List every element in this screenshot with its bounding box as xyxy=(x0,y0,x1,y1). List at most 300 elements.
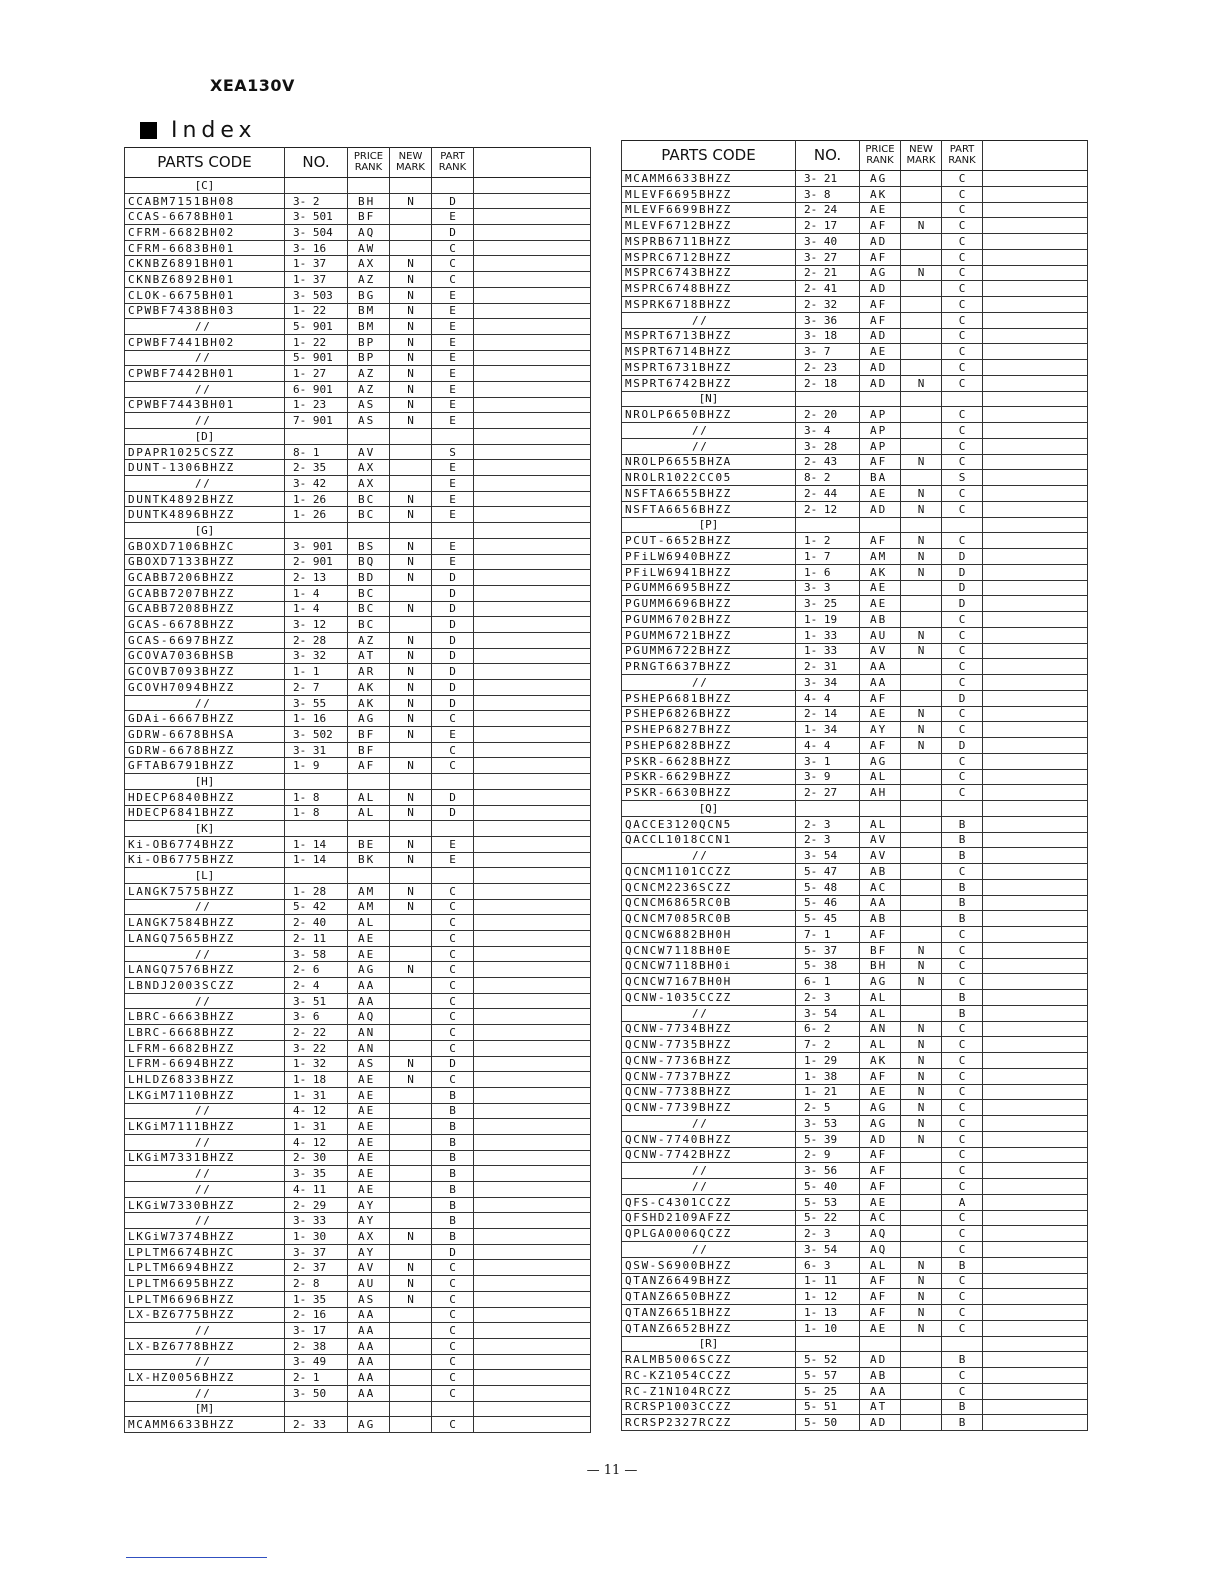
item-no: 3- 36 xyxy=(796,312,860,328)
item-no: 3- 28 xyxy=(796,438,860,454)
new-mark: N xyxy=(390,1291,432,1307)
part-rank: D xyxy=(432,632,474,648)
parts-code: DUNT-1306BHZZ xyxy=(125,460,285,476)
part-rank: C xyxy=(942,1068,983,1084)
blank-cell xyxy=(983,470,1088,486)
table-row xyxy=(622,958,1088,974)
section-title: Index xyxy=(171,118,257,143)
table-row xyxy=(125,680,591,696)
part-rank: B xyxy=(942,879,983,895)
item-no: 7- 901 xyxy=(285,413,348,429)
item-no: 3- 9 xyxy=(796,769,860,785)
item-no: 2- 38 xyxy=(285,1338,348,1354)
price-rank xyxy=(348,868,390,884)
price-rank: AA xyxy=(348,1323,390,1339)
blank-cell xyxy=(983,911,1088,927)
table-row xyxy=(622,249,1088,265)
price-rank: AV xyxy=(860,848,901,864)
parts-code: QCNCW6882BH0H xyxy=(622,927,796,943)
price-rank: AF xyxy=(860,1068,901,1084)
price-rank: AA xyxy=(348,1307,390,1323)
item-no: 3- 503 xyxy=(285,287,348,303)
header-no: NO. xyxy=(796,141,860,171)
price-rank: AB xyxy=(860,911,901,927)
new-mark: N xyxy=(390,256,432,272)
parts-code: RC-Z1N104RCZZ xyxy=(622,1383,796,1399)
table-row xyxy=(622,706,1088,722)
part-rank: C xyxy=(942,1210,983,1226)
new-mark xyxy=(901,895,942,911)
table-row xyxy=(622,486,1088,502)
parts-code: LX-BZ6775BHZZ xyxy=(125,1307,285,1323)
item-no: 2- 24 xyxy=(796,202,860,218)
new-mark xyxy=(390,742,432,758)
item-no: 6- 1 xyxy=(796,974,860,990)
blank-cell xyxy=(983,186,1088,202)
item-no xyxy=(285,429,348,445)
part-rank xyxy=(432,178,474,194)
table-row xyxy=(622,1147,1088,1163)
parts-code: // xyxy=(125,1354,285,1370)
item-no: 1- 35 xyxy=(285,1291,348,1307)
price-rank: AF xyxy=(860,1289,901,1305)
table-row xyxy=(125,287,591,303)
table-row xyxy=(125,1009,591,1025)
item-no: 1- 31 xyxy=(285,1087,348,1103)
blank-cell xyxy=(983,627,1088,643)
table-row xyxy=(125,1417,591,1433)
item-no: 1- 21 xyxy=(796,1084,860,1100)
price-rank: BP xyxy=(348,334,390,350)
part-rank: C xyxy=(432,1338,474,1354)
part-rank: E xyxy=(432,491,474,507)
section-letter-row xyxy=(125,178,591,194)
blank-cell xyxy=(474,491,591,507)
parts-code: // xyxy=(125,899,285,915)
table-row xyxy=(125,1338,591,1354)
part-rank: C xyxy=(942,927,983,943)
blank-cell xyxy=(474,429,591,445)
parts-code: GDAi-6667BHZZ xyxy=(125,711,285,727)
part-rank: E xyxy=(432,413,474,429)
item-no: 2- 22 xyxy=(285,1025,348,1041)
part-rank: C xyxy=(942,1037,983,1053)
table-row xyxy=(125,601,591,617)
new-mark xyxy=(901,580,942,596)
parts-code: QCNW-7736BHZZ xyxy=(622,1053,796,1069)
new-mark: N xyxy=(390,695,432,711)
part-rank: D xyxy=(942,738,983,754)
price-rank: AD xyxy=(860,328,901,344)
part-rank: C xyxy=(432,1260,474,1276)
parts-code: MSPRC6748BHZZ xyxy=(622,281,796,297)
parts-code: // xyxy=(125,476,285,492)
price-rank: AQ xyxy=(348,1009,390,1025)
table-row xyxy=(125,1040,591,1056)
part-rank: E xyxy=(432,852,474,868)
parts-code: QCNCW7118BH0E xyxy=(622,942,796,958)
price-rank: BD xyxy=(348,570,390,586)
price-rank: AF xyxy=(860,1305,901,1321)
new-mark xyxy=(901,990,942,1006)
part-rank: C xyxy=(942,706,983,722)
blank-cell xyxy=(983,1116,1088,1132)
table-row xyxy=(622,549,1088,565)
blank-cell xyxy=(474,1213,591,1229)
table-row xyxy=(622,281,1088,297)
new-mark: N xyxy=(901,564,942,580)
new-mark: N xyxy=(901,1053,942,1069)
price-rank: AC xyxy=(860,879,901,895)
blank-cell xyxy=(983,1383,1088,1399)
blank-cell xyxy=(983,1068,1088,1084)
part-rank: B xyxy=(942,832,983,848)
item-no: 5- 46 xyxy=(796,895,860,911)
part-rank: C xyxy=(942,312,983,328)
part-rank xyxy=(432,774,474,790)
table-row xyxy=(622,360,1088,376)
item-no: 5- 50 xyxy=(796,1415,860,1431)
parts-code: // xyxy=(125,1323,285,1339)
price-rank: AG xyxy=(348,711,390,727)
part-rank: B xyxy=(432,1229,474,1245)
new-mark: N xyxy=(390,789,432,805)
table-row xyxy=(125,193,591,209)
parts-code: QCNW-7734BHZZ xyxy=(622,1021,796,1037)
blank-cell xyxy=(474,1134,591,1150)
blank-cell xyxy=(983,1226,1088,1242)
blank-cell xyxy=(983,785,1088,801)
item-no: 1- 8 xyxy=(285,789,348,805)
price-rank: AG xyxy=(860,1116,901,1132)
new-mark: N xyxy=(390,287,432,303)
item-no: 2- 7 xyxy=(285,680,348,696)
blank-cell xyxy=(474,240,591,256)
part-rank: B xyxy=(942,848,983,864)
item-no: 3- 40 xyxy=(796,234,860,250)
price-rank: AG xyxy=(348,1417,390,1433)
price-rank: AL xyxy=(348,789,390,805)
blank-cell xyxy=(983,1336,1088,1352)
part-rank: C xyxy=(942,1289,983,1305)
price-rank: BH xyxy=(348,193,390,209)
part-rank: C xyxy=(942,659,983,675)
part-rank: C xyxy=(432,256,474,272)
part-rank: B xyxy=(432,1197,474,1213)
item-no: 1- 4 xyxy=(285,601,348,617)
price-rank: AB xyxy=(860,612,901,628)
table-row xyxy=(622,186,1088,202)
parts-code: // xyxy=(622,675,796,691)
part-rank: C xyxy=(942,454,983,470)
section-letter: [Q] xyxy=(622,801,796,817)
part-rank: C xyxy=(942,234,983,250)
new-mark xyxy=(901,1226,942,1242)
item-no: 3- 901 xyxy=(285,538,348,554)
parts-code: QCNW-7739BHZZ xyxy=(622,1100,796,1116)
price-rank: AF xyxy=(860,1163,901,1179)
part-rank: C xyxy=(432,758,474,774)
price-rank: AF xyxy=(860,312,901,328)
item-no: 3- 3 xyxy=(796,580,860,596)
price-rank: AA xyxy=(348,1370,390,1386)
new-mark: N xyxy=(390,805,432,821)
part-rank: E xyxy=(432,287,474,303)
part-rank: C xyxy=(942,501,983,517)
new-mark: N xyxy=(390,680,432,696)
item-no: 1- 8 xyxy=(285,805,348,821)
blank-cell xyxy=(983,832,1088,848)
new-mark xyxy=(390,1323,432,1339)
blank-cell xyxy=(983,1289,1088,1305)
part-rank: C xyxy=(942,281,983,297)
item-no: 3- 37 xyxy=(285,1244,348,1260)
blank-cell xyxy=(474,711,591,727)
new-mark: N xyxy=(390,538,432,554)
part-rank: C xyxy=(432,1417,474,1433)
parts-code: CPWBF7441BH02 xyxy=(125,334,285,350)
new-mark xyxy=(901,281,942,297)
part-rank xyxy=(942,391,983,407)
price-rank: AE xyxy=(860,596,901,612)
part-rank: B xyxy=(432,1087,474,1103)
price-rank: AS xyxy=(348,1291,390,1307)
price-rank: AG xyxy=(348,962,390,978)
price-rank xyxy=(348,429,390,445)
parts-code: PGUMM6702BHZZ xyxy=(622,612,796,628)
price-rank: AY xyxy=(348,1244,390,1260)
blank-cell xyxy=(474,319,591,335)
item-no xyxy=(285,821,348,837)
table-row xyxy=(622,879,1088,895)
blank-cell xyxy=(474,1166,591,1182)
item-no: 1- 14 xyxy=(285,836,348,852)
part-rank: C xyxy=(432,931,474,947)
item-no: 1- 2 xyxy=(796,533,860,549)
parts-code: LPLTM6695BHZZ xyxy=(125,1276,285,1292)
table-row xyxy=(622,785,1088,801)
new-mark xyxy=(901,1194,942,1210)
item-no: 2- 30 xyxy=(285,1150,348,1166)
part-rank: C xyxy=(432,883,474,899)
price-rank: AK xyxy=(860,1053,901,1069)
price-rank: AV xyxy=(860,832,901,848)
item-no: 1- 26 xyxy=(285,507,348,523)
price-rank: AG xyxy=(860,974,901,990)
price-rank: AE xyxy=(860,344,901,360)
blank-cell xyxy=(983,549,1088,565)
header-new-mark: NEW MARK xyxy=(901,141,942,171)
item-no xyxy=(285,868,348,884)
new-mark: N xyxy=(901,1289,942,1305)
table-row xyxy=(622,1179,1088,1195)
price-rank: AF xyxy=(860,1179,901,1195)
new-mark: N xyxy=(901,1320,942,1336)
table-row xyxy=(622,1005,1088,1021)
new-mark xyxy=(901,675,942,691)
part-rank: C xyxy=(942,1100,983,1116)
part-rank: C xyxy=(942,533,983,549)
table-row xyxy=(622,1194,1088,1210)
table-row xyxy=(622,1415,1088,1431)
parts-code: LPLTM6674BHZC xyxy=(125,1244,285,1260)
blank-cell xyxy=(474,1338,591,1354)
part-rank: C xyxy=(432,1307,474,1323)
item-no: 1- 18 xyxy=(285,1072,348,1088)
price-rank: AE xyxy=(860,486,901,502)
item-no: 2- 40 xyxy=(285,915,348,931)
price-rank: AL xyxy=(860,1257,901,1273)
item-no: 2- 12 xyxy=(796,501,860,517)
blank-cell xyxy=(474,1417,591,1433)
table-row xyxy=(125,883,591,899)
section-letter: [K] xyxy=(125,821,285,837)
table-row xyxy=(125,444,591,460)
table-row xyxy=(622,895,1088,911)
new-mark xyxy=(390,1197,432,1213)
parts-code: CCABM7151BH08 xyxy=(125,193,285,209)
item-no: 3- 17 xyxy=(285,1323,348,1339)
parts-code: NROLP6655BHZA xyxy=(622,454,796,470)
blank-cell xyxy=(474,1056,591,1072)
new-mark xyxy=(390,1338,432,1354)
part-rank: B xyxy=(432,1166,474,1182)
item-no: 3- 35 xyxy=(285,1166,348,1182)
blank-cell xyxy=(983,438,1088,454)
new-mark xyxy=(901,769,942,785)
blank-cell xyxy=(474,570,591,586)
blank-cell xyxy=(983,816,1088,832)
price-rank: AQ xyxy=(348,225,390,241)
price-rank: AK xyxy=(348,680,390,696)
part-rank: C xyxy=(942,1226,983,1242)
part-rank: B xyxy=(432,1182,474,1198)
price-rank: BK xyxy=(348,852,390,868)
blank-cell xyxy=(983,344,1088,360)
part-rank: C xyxy=(432,946,474,962)
new-mark xyxy=(390,429,432,445)
part-rank xyxy=(432,429,474,445)
price-rank: AM xyxy=(860,549,901,565)
blank-cell xyxy=(983,990,1088,1006)
table-row xyxy=(125,899,591,915)
price-rank: AF xyxy=(860,454,901,470)
new-mark xyxy=(390,523,432,539)
part-rank: D xyxy=(432,805,474,821)
parts-code: LBRC-6663BHZZ xyxy=(125,1009,285,1025)
parts-code: // xyxy=(622,423,796,439)
blank-cell xyxy=(474,397,591,413)
part-rank: C xyxy=(942,627,983,643)
part-rank xyxy=(432,523,474,539)
blank-cell xyxy=(983,1084,1088,1100)
blank-cell xyxy=(474,1276,591,1292)
section-letter: [M] xyxy=(125,1401,285,1417)
price-rank: AE xyxy=(860,580,901,596)
new-mark xyxy=(901,1210,942,1226)
table-row xyxy=(622,1305,1088,1321)
blank-cell xyxy=(474,962,591,978)
new-mark: N xyxy=(901,1068,942,1084)
item-no: 2- 43 xyxy=(796,454,860,470)
new-mark: N xyxy=(901,454,942,470)
price-rank: AB xyxy=(860,1368,901,1384)
price-rank: AY xyxy=(860,722,901,738)
table-row xyxy=(622,769,1088,785)
price-rank: AF xyxy=(860,297,901,313)
item-no: 3- 501 xyxy=(285,209,348,225)
price-rank: AG xyxy=(860,265,901,281)
parts-code: PRNGT6637BHZZ xyxy=(622,659,796,675)
new-mark: N xyxy=(390,664,432,680)
item-no: 2- 3 xyxy=(796,816,860,832)
table-row xyxy=(125,460,591,476)
price-rank: AP xyxy=(860,423,901,439)
price-rank: AD xyxy=(860,1352,901,1368)
price-rank: AE xyxy=(348,1150,390,1166)
part-rank: B xyxy=(942,1352,983,1368)
parts-code: // xyxy=(125,1134,285,1150)
parts-code: // xyxy=(125,1103,285,1119)
part-rank: C xyxy=(942,1179,983,1195)
blank-cell xyxy=(474,538,591,554)
new-mark: N xyxy=(901,627,942,643)
parts-code: DUNTK4892BHZZ xyxy=(125,491,285,507)
price-rank: AF xyxy=(860,690,901,706)
new-mark xyxy=(901,328,942,344)
item-no: 2- 29 xyxy=(285,1197,348,1213)
part-rank: C xyxy=(942,675,983,691)
new-mark xyxy=(901,344,942,360)
table-row xyxy=(125,272,591,288)
part-rank: B xyxy=(942,816,983,832)
blank-cell xyxy=(474,1040,591,1056)
new-mark xyxy=(901,801,942,817)
parts-code: Ki-OB6775BHZZ xyxy=(125,852,285,868)
table-row xyxy=(125,1291,591,1307)
part-rank: C xyxy=(942,407,983,423)
table-row xyxy=(622,1352,1088,1368)
price-rank xyxy=(860,391,901,407)
part-rank: C xyxy=(432,962,474,978)
price-rank: AU xyxy=(348,1276,390,1292)
parts-code: QTANZ6652BHZZ xyxy=(622,1320,796,1336)
parts-code: LANGK7584BHZZ xyxy=(125,915,285,931)
new-mark: N xyxy=(901,958,942,974)
new-mark xyxy=(901,1336,942,1352)
new-mark xyxy=(901,1368,942,1384)
blank-cell xyxy=(474,821,591,837)
new-mark xyxy=(390,868,432,884)
section-letter-row xyxy=(125,429,591,445)
item-no xyxy=(285,1401,348,1417)
part-rank: E xyxy=(432,836,474,852)
blank-cell xyxy=(983,895,1088,911)
blank-cell xyxy=(983,281,1088,297)
item-no: 2- 35 xyxy=(285,460,348,476)
part-rank: C xyxy=(942,753,983,769)
price-rank: AR xyxy=(348,664,390,680)
table-row xyxy=(125,1370,591,1386)
parts-code: PSHEP6827BHZZ xyxy=(622,722,796,738)
blank-cell xyxy=(983,486,1088,502)
parts-code: PSKR-6628BHZZ xyxy=(622,753,796,769)
blank-cell xyxy=(474,460,591,476)
parts-code: LPLTM6694BHZZ xyxy=(125,1260,285,1276)
parts-code: LKGiM7110BHZZ xyxy=(125,1087,285,1103)
section-letter-row xyxy=(125,821,591,837)
table-row xyxy=(622,218,1088,234)
